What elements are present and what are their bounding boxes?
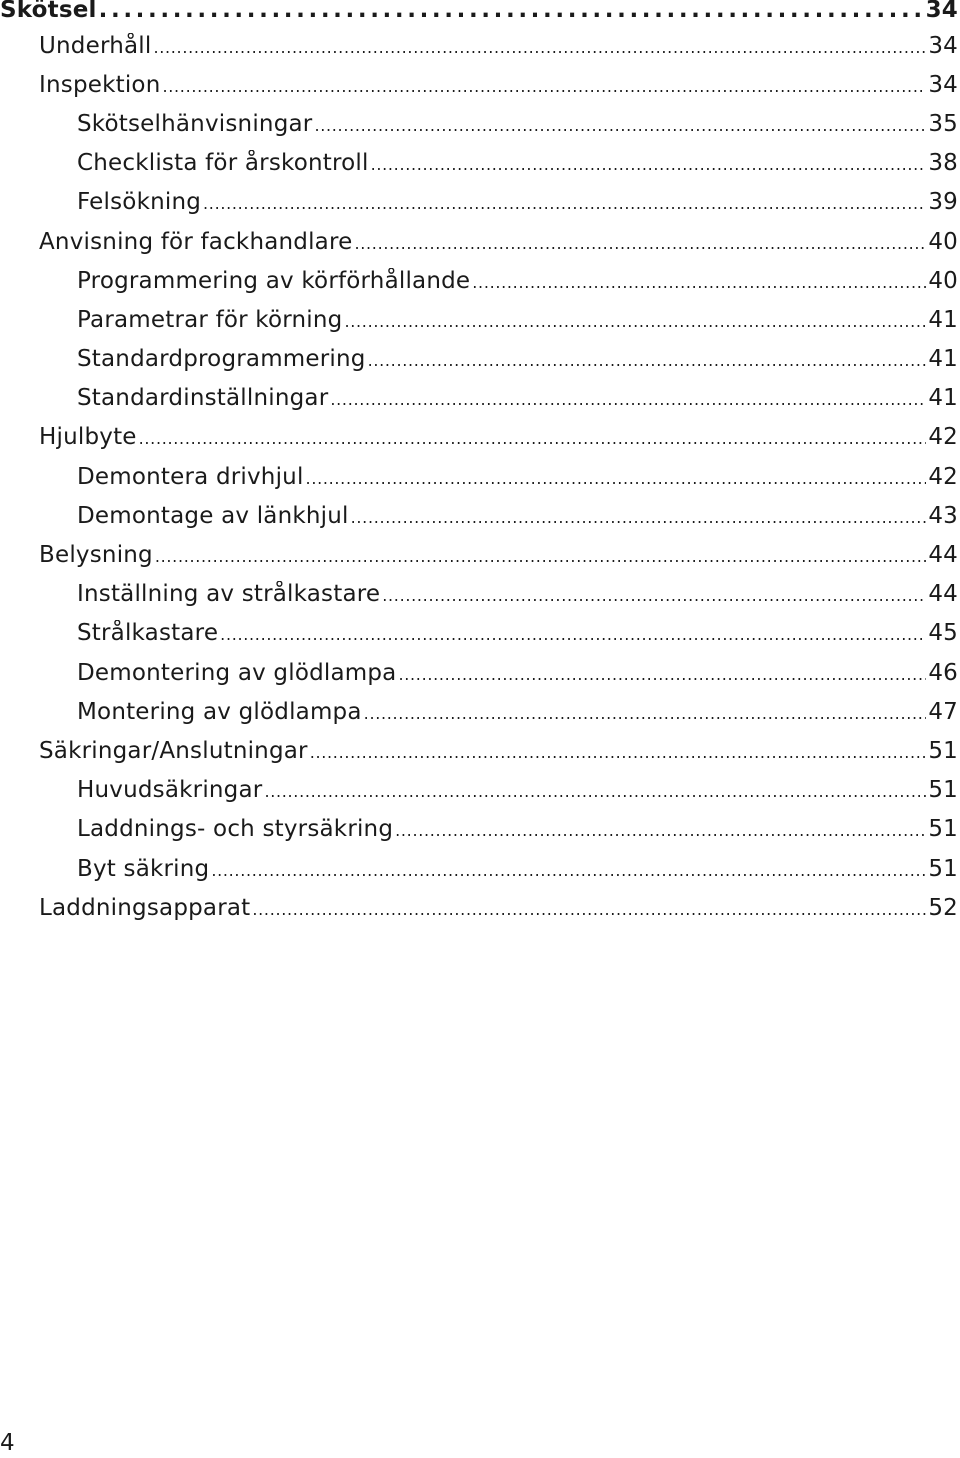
toc-entry-laddnings-styrsakring[interactable] — [0, 810, 960, 849]
dot-leader — [382, 586, 926, 605]
toc-entry-skotsel[interactable] — [0, 0, 960, 26]
toc-entry-label: Demontage av länkhjul — [77, 502, 349, 529]
dot-leader — [306, 469, 927, 488]
toc-entry-page: 42 — [928, 424, 958, 451]
toc-entry-page: 51 — [928, 816, 958, 843]
dot-leader — [368, 351, 927, 370]
toc-entry-page: 43 — [928, 502, 958, 529]
toc-entry-label: Parametrar för körning — [77, 306, 343, 333]
toc-entry-page: 41 — [928, 385, 958, 412]
toc-entry-label: Hjulbyte — [39, 424, 137, 451]
toc-entry-page: 44 — [928, 581, 958, 608]
toc-entry-label: Huvudsäkringar — [77, 777, 263, 804]
toc-entry-label: Inställning av strålkastare — [77, 581, 381, 608]
toc-entry-page: 45 — [928, 620, 958, 647]
toc-entry-label: Demontera drivhjul — [77, 463, 304, 490]
toc-entry-label: Belysning — [39, 542, 153, 569]
dot-leader — [395, 821, 926, 840]
toc-entry-huvudsakringar[interactable] — [0, 771, 960, 810]
toc-entry-page: 51 — [928, 737, 958, 764]
toc-entry-montering-glodlampa[interactable] — [0, 692, 960, 731]
toc-entry-page: 41 — [928, 306, 958, 333]
toc-entry-demontera-drivhjul[interactable] — [0, 457, 960, 496]
toc-entry-anvisning-fackhandlare[interactable] — [0, 222, 960, 261]
dot-leader — [371, 155, 927, 174]
toc-entry-page: 34 — [928, 71, 958, 98]
toc-entry-checklista[interactable] — [0, 144, 960, 183]
toc-entry-standardprogrammering[interactable] — [0, 340, 960, 379]
toc-entry-label: Checklista för årskontroll — [77, 150, 369, 177]
toc-entry-label: Skötsel — [0, 0, 97, 23]
toc-entry-page: 40 — [928, 267, 958, 294]
dot-leader — [220, 625, 926, 644]
toc-entry-page: 40 — [928, 228, 958, 255]
toc-entry-inspektion[interactable] — [0, 65, 960, 104]
toc-entry-stralkastare[interactable] — [0, 614, 960, 653]
toc-entry-label: Underhåll — [39, 32, 152, 59]
toc-entry-skotselhanvisningar[interactable] — [0, 104, 960, 143]
toc-entry-label: Laddnings- och styrsäkring — [77, 816, 394, 843]
toc-entry-parametrar[interactable] — [0, 300, 960, 339]
dot-leader — [162, 77, 926, 96]
toc-entry-label: Anvisning för fackhandlare — [39, 228, 353, 255]
toc-entry-page: 39 — [928, 189, 958, 216]
toc-entry-standardinstallningar[interactable] — [0, 379, 960, 418]
toc-entry-label: Standardinställningar — [77, 385, 329, 412]
toc-entry-label: Byt säkring — [77, 855, 210, 882]
dot-leader — [99, 0, 924, 23]
toc-entry-laddningsapparat[interactable] — [0, 888, 960, 927]
dot-leader — [330, 390, 926, 409]
toc-entry-underhall[interactable] — [0, 26, 960, 65]
toc-entry-programmering[interactable] — [0, 261, 960, 300]
dot-leader — [139, 429, 927, 448]
dot-leader — [344, 312, 926, 331]
toc-entry-installning-stralkastare[interactable] — [0, 575, 960, 614]
toc-entry-demontage-lankhjul[interactable] — [0, 496, 960, 535]
toc-entry-label: Säkringar/Anslutningar — [39, 737, 308, 764]
dot-leader — [354, 234, 926, 253]
dot-leader — [155, 547, 926, 566]
toc-entry-label: Programmering av körförhållande — [77, 267, 471, 294]
toc-entry-label: Skötselhänvisningar — [77, 110, 313, 137]
toc-entry-label: Laddningsapparat — [39, 894, 251, 921]
dot-leader — [364, 704, 927, 723]
toc-entry-page: 41 — [928, 346, 958, 373]
toc-entry-sakringar[interactable] — [0, 731, 960, 770]
toc-entry-label: Inspektion — [39, 71, 161, 98]
dot-leader — [398, 665, 926, 684]
toc-entry-belysning[interactable] — [0, 535, 960, 574]
toc-entry-hjulbyte[interactable] — [0, 418, 960, 457]
toc-entry-byt-sakring[interactable] — [0, 849, 960, 888]
toc-entry-page: 47 — [928, 698, 958, 725]
toc-entry-label: Demontering av glödlampa — [77, 659, 397, 686]
page-number: 4 — [0, 1430, 15, 1456]
dot-leader — [153, 38, 926, 57]
dot-leader — [203, 194, 926, 213]
toc-entry-label: Montering av glödlampa — [77, 698, 362, 725]
toc-entry-label: Felsökning — [77, 189, 202, 216]
toc-entry-page: 52 — [928, 894, 958, 921]
dot-leader — [211, 861, 926, 880]
toc-entry-page: 34 — [925, 0, 958, 23]
dot-leader — [264, 782, 926, 801]
toc-entry-felsokning[interactable] — [0, 183, 960, 222]
toc-entry-page: 35 — [928, 110, 958, 137]
dot-leader — [314, 116, 926, 135]
dot-leader — [351, 508, 927, 527]
dot-leader — [472, 273, 926, 292]
toc-entry-page: 42 — [928, 463, 958, 490]
dot-leader — [310, 743, 927, 762]
toc-entry-page: 38 — [928, 150, 958, 177]
toc-entry-demontering-glodlampa[interactable] — [0, 653, 960, 692]
toc-entry-label: Standardprogrammering — [77, 346, 366, 373]
dot-leader — [252, 900, 926, 919]
toc-entry-page: 46 — [928, 659, 958, 686]
toc-entry-page: 51 — [928, 777, 958, 804]
toc-entry-page: 44 — [928, 542, 958, 569]
toc-entry-page: 34 — [928, 32, 958, 59]
toc-entry-label: Strålkastare — [77, 620, 219, 647]
toc-entry-page: 51 — [928, 855, 958, 882]
